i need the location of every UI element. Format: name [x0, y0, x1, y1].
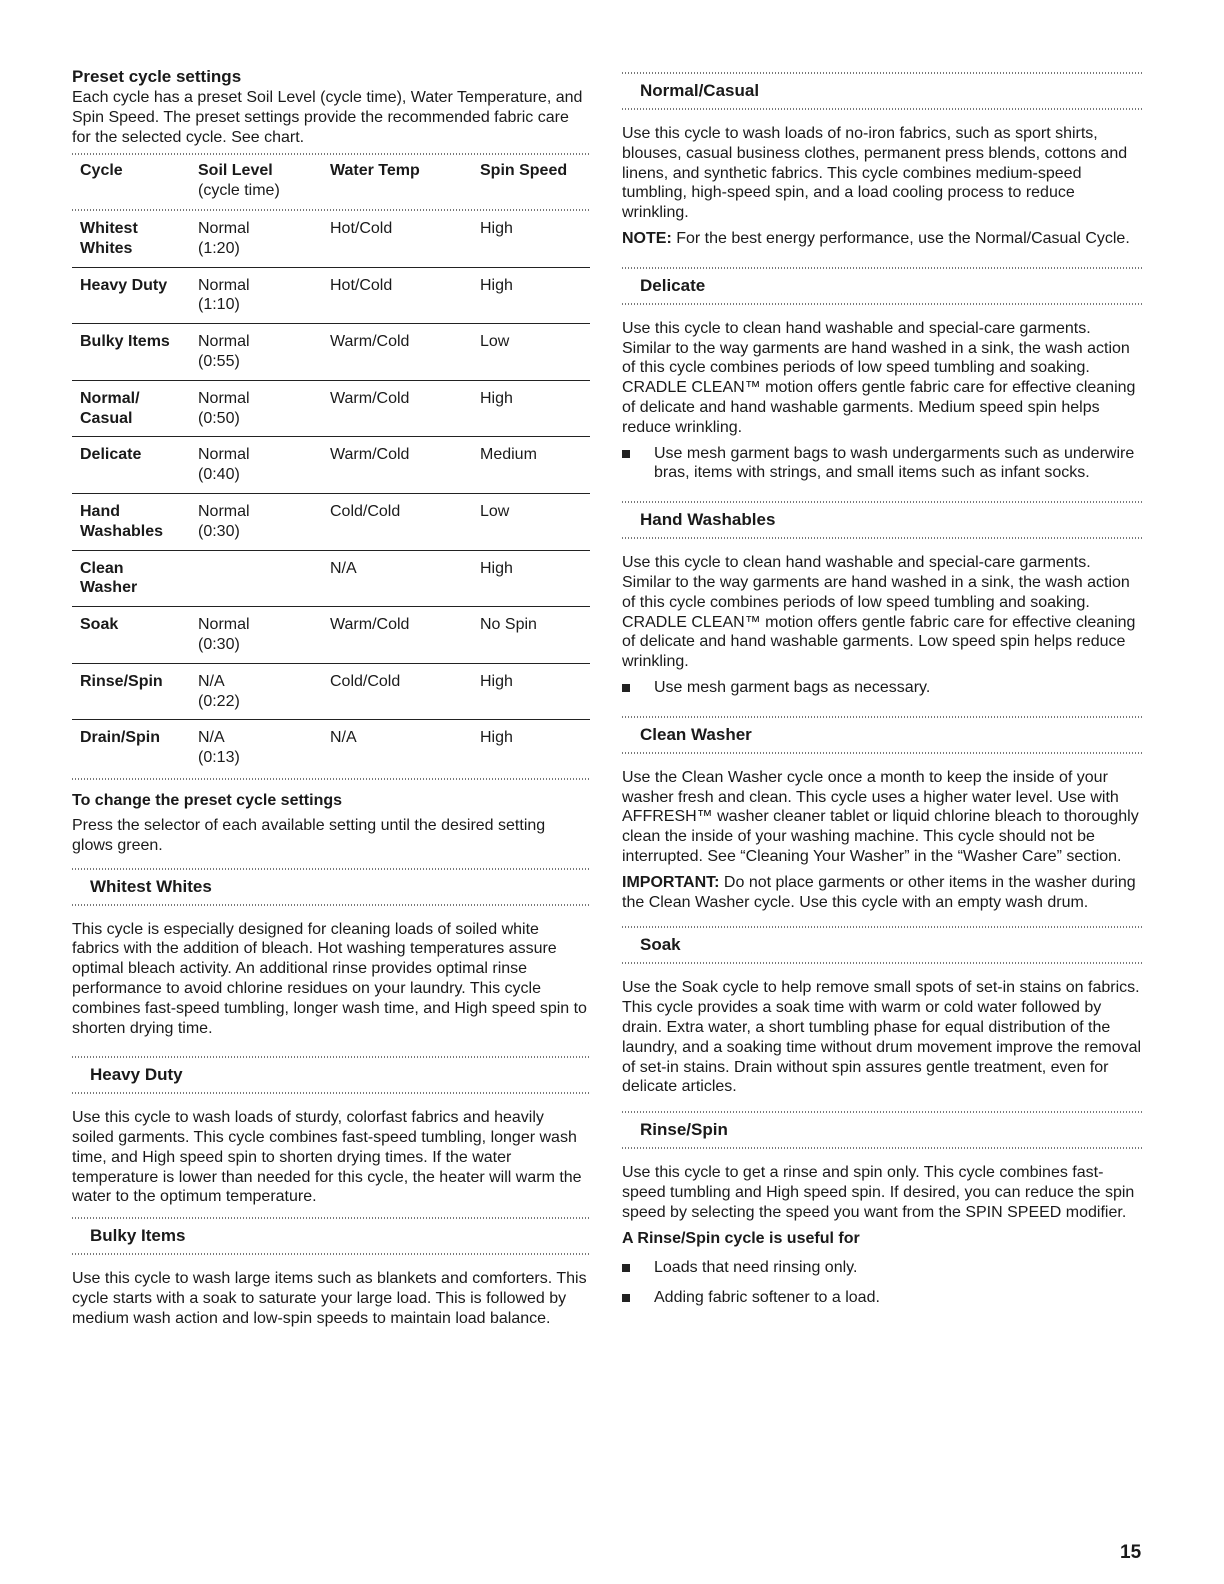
table-row: Drain/Spin N/A (0:13) N/A High: [72, 720, 590, 776]
left-column: [72, 66, 590, 1329]
list-item: Use mesh garment bags to wash undergarments such as underwire bras, items with strings, and small items such as infant socks.: [622, 444, 1144, 484]
section-hand-washables: [622, 501, 1144, 698]
table-row: Whitest Whites Normal (1:20) Hot/Cold High: [80, 219, 513, 257]
preset-title: Preset cycle settings: [72, 67, 242, 86]
delicate-text: Use this cycle to clean hand washable and special-care garments. Similar to the way garments are hand washed in a sink, the wash action of this cycle combines periods of low speed tumbling and soaking. CRADLE CLEAN™ motion offers gentle fabric care for effective cleaning of delicate and hand washable garments. Medium speed spin helps reduce wrinkling.: [622, 319, 1136, 436]
right-column: [622, 72, 1144, 1308]
table-row: Bulky Items Normal (0:55) Warm/Cold Low: [72, 324, 590, 381]
section-normal-casual: [622, 72, 1144, 249]
list-item: Loads that need rinsing only.: [622, 1258, 1144, 1278]
preset-table: [72, 155, 590, 776]
table-row: Heavy Duty Normal (1:10) Hot/Cold High: [72, 267, 590, 324]
change-settings-title: To change the preset cycle settings: [72, 791, 343, 809]
table-row: Hand Washables Normal (0:30) Cold/Cold Low: [72, 493, 590, 550]
col-soil: Soil Level (cycle time): [198, 162, 280, 200]
clean-washer-important: IMPORTANT: Do not place garments or other items in the washer during the Clean Washer cycle. Use this cycle with an empty wash drum.: [622, 873, 1136, 911]
table-row: Soak Normal (0:30) Warm/Cold No Spin: [72, 607, 590, 664]
change-settings-text: Press the selector of each available setting until the desired setting glows green.: [72, 816, 546, 854]
normal-casual-title: Normal/Casual: [640, 81, 760, 100]
bulky-items-title: Bulky Items: [90, 1226, 186, 1246]
col-temp: Water Temp: [330, 162, 420, 180]
table-row: Normal/ Casual Normal (0:50) Warm/Cold High: [72, 380, 590, 437]
heavy-duty-text: Use this cycle to wash loads of sturdy, colorfast fabrics and heavily soiled garments. This cycle combines fast-speed tumbling, longer wash time, and High speed spin to shorten drying times. If the water temperature is lower than needed for this cycle, the heater will warm the water to the optimum temperature.: [72, 1109, 582, 1206]
soak-title: Soak: [640, 935, 681, 955]
section-delicate: [622, 267, 1144, 483]
col-cycle: Cycle: [80, 162, 123, 180]
whitest-whites-title: Whitest Whites: [90, 876, 212, 896]
heavy-duty-title: Heavy Duty: [90, 1065, 183, 1085]
clean-washer-title: Clean Washer: [640, 724, 752, 744]
col-spin: Spin Speed: [480, 162, 568, 180]
soak-text: Use the Soak cycle to help remove small spots of set-in stains on fabrics. This cycle provides a soak time with warm or cold water followed by drain. Extra water, a short tumbling phase for equal distribution of the laundry, and a soaking time without drum movement improve the removal of set-in stains. Drain without spin assures gentle treatment, even for delicate articles.: [622, 979, 1142, 1096]
section-bulky-items: [72, 1217, 590, 1328]
divider: [72, 778, 590, 780]
whitest-whites-text: This cycle is especially designed for cleaning loads of soiled white fabrics with the addition of bleach. Hot washing temperatures assure optimal bleach activity. An additional rinse provides optimal rinse performance to avoid chlorine residues on your laundry. This cycle combines fast-speed tumbling, longer wash time, and High speed spin to shorten drying time.: [72, 920, 587, 1037]
hand-washables-text: Use this cycle to clean hand washable and special-care garments. Similar to the way garments are hand washed in a sink, the wash action of this cycle combines periods of low speed tumbling and soaking. CRADLE CLEAN™ motion offers gentle fabric care for effective cleaning of delicate and hand washable garments. Low speed spin helps reduce wrinkling.: [622, 554, 1136, 671]
preset-intro: Each cycle has a preset Soil Level (cycle time), Water Temperature, and Spin Speed. The preset settings provide the recommended fabric care for the selected cycle. See chart.: [72, 89, 583, 146]
normal-casual-text: Use this cycle to wash loads of no-iron fabrics, such as sport shirts, blouses, casual business clothes, permanent press blends, cottons and linens, and synthetic fabrics. This cycle combines medium-speed tumbling, high-speed spin, and a load cooling process to reduce wrinkling.: [622, 125, 1128, 222]
bullet-icon: [622, 1288, 654, 1308]
section-rinse-spin: [622, 1111, 1144, 1308]
section-whitest-whites: [72, 868, 590, 1039]
bullet-icon: [622, 1258, 654, 1278]
bullet-icon: [622, 444, 654, 484]
clean-washer-text: Use the Clean Washer cycle once a month to keep the inside of your washer fresh and clean. This cycle uses a higher water level. Use with AFFRESH™ washer cleaner tablet or liquid chlorine bleach to thoroughly clean the inside of your washing machine. This cycle should not be interrupted. See “Cleaning Your Washer” in the “Washer Care” section.: [622, 768, 1139, 865]
list-item: Adding fabric softener to a load.: [622, 1288, 1144, 1308]
page-number: 15: [1120, 1542, 1142, 1563]
rinse-spin-useful-title: A Rinse/Spin cycle is useful for: [622, 1230, 860, 1248]
table-row: Rinse/Spin N/A (0:22) Cold/Cold High: [72, 663, 590, 720]
rinse-spin-title: Rinse/Spin: [640, 1120, 728, 1140]
table-row: Clean Washer N/A High: [72, 550, 590, 607]
normal-casual-note: NOTE: For the best energy performance, use the Normal/Casual Cycle.: [622, 229, 1130, 247]
bulky-items-text: Use this cycle to wash large items such as blankets and comforters. This cycle starts with a soak to saturate your large load. This is followed by medium wash action and low-spin speeds to maintain load balance.: [72, 1270, 587, 1327]
table-row: Delicate Normal (0:40) Warm/Cold Medium: [72, 437, 590, 494]
section-heavy-duty: [72, 1056, 590, 1207]
hand-washables-title: Hand Washables: [640, 510, 776, 530]
list-item: Use mesh garment bags as necessary.: [622, 678, 1144, 698]
rinse-spin-text: Use this cycle to get a rinse and spin only. This cycle combines fast-speed tumbling and High speed spin. If desired, you can reduce the spin speed by selecting the speed you want from the SPIN SPEED modifier.: [622, 1164, 1135, 1221]
table-header: [72, 155, 590, 209]
bullet-icon: [622, 678, 654, 698]
section-soak: [622, 926, 1144, 1097]
delicate-title: Delicate: [640, 275, 706, 295]
section-clean-washer: [622, 716, 1144, 913]
